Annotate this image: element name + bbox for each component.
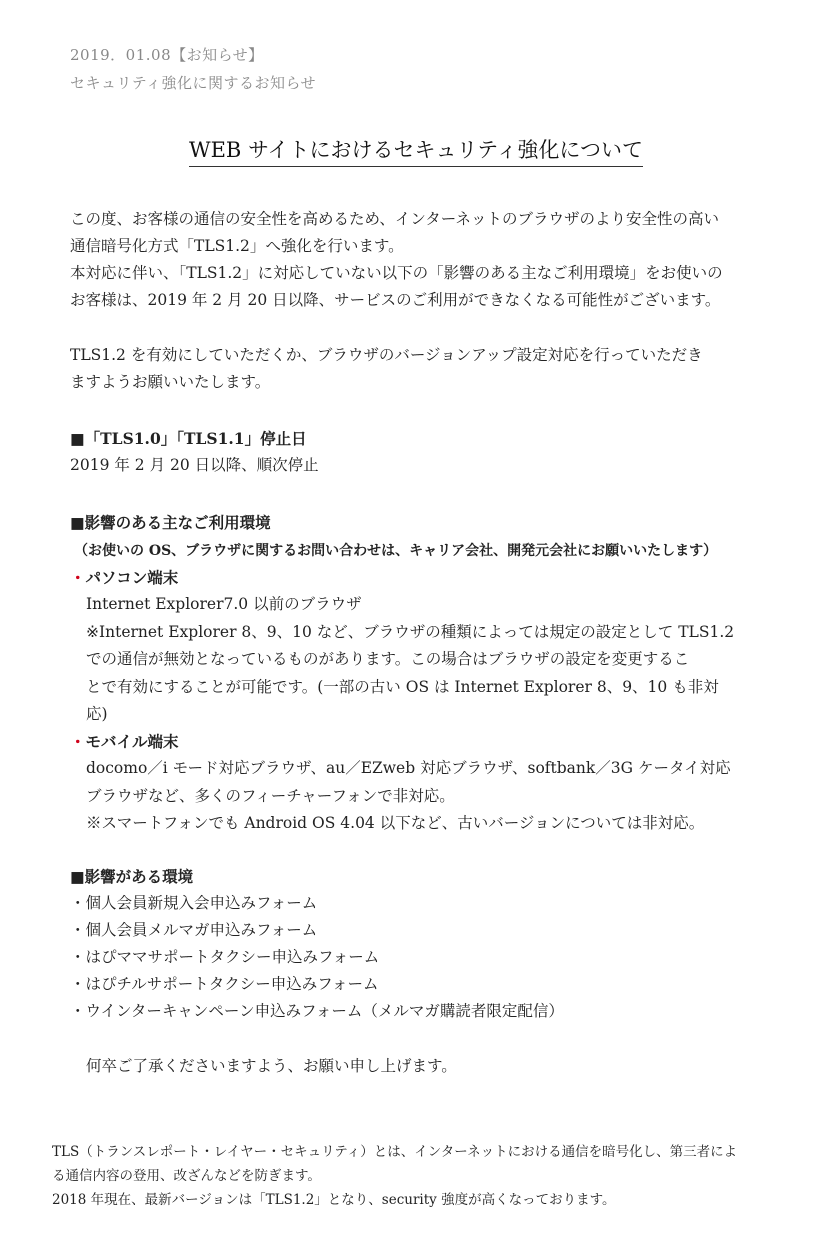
page-title-text: WEB サイトにおけるセキュリティ強化について xyxy=(189,138,643,167)
mobile-details xyxy=(86,755,731,838)
footer-note xyxy=(52,1140,737,1212)
pc-line: とで有効にすることが可能です。(一部の古い OS は Internet Explorer 8、9、10 も非対 xyxy=(86,677,719,696)
intro-paragraph xyxy=(70,206,723,314)
list-item: ・はぴチルサポートタクシー申込みフォーム xyxy=(70,975,379,993)
pc-line: Internet Explorer7.0 以前のブラウザ xyxy=(86,595,362,613)
stop-date-body: 2019 年 2 月 20 日以降、順次停止 xyxy=(70,456,319,474)
mobile-line: ブラウザなど、多くのフィーチャーフォンで非対応。 xyxy=(86,786,455,805)
footer-line: る通信内容の登用、改ざんなどを防ぎます。 xyxy=(52,1168,321,1184)
affected-heading: ■影響がある環境 xyxy=(70,867,194,886)
request-paragraph xyxy=(70,342,703,396)
notice-subtitle: セキュリティ強化に関するお知らせ xyxy=(70,74,317,92)
env-note: （お使いの OS、ブラウザに関するお問い合わせは、キャリア会社、開発元会社にお願いいたします） xyxy=(74,543,718,559)
intro-line: 通信暗号化方式「TLS1.2」へ強化を行います。 xyxy=(70,237,404,255)
pc-details xyxy=(86,591,734,729)
list-item: ・はぴママサポートタクシー申込みフォーム xyxy=(70,948,380,966)
intro-line: お客様は、2019 年 2 月 20 日以降、サービスのご利用ができなくなる可能性がございます。 xyxy=(70,291,721,309)
closing-text: 何卒ご了承くださいますよう、お願い申し上げます。 xyxy=(86,1057,457,1075)
intro-line: 本対応に伴い、「TLS1.2」に対応していない以下の「影響のある主なご利用環境」をお使いの xyxy=(70,264,723,282)
mobile-line: docomo／i モード対応ブラウザ、au／EZweb 対応ブラウザ、softbank／3G ケータイ対応 xyxy=(86,759,731,777)
list-item: ・個人会員新規入会申込みフォーム xyxy=(70,894,318,912)
affected-list xyxy=(70,890,564,1025)
footer-line: 2018 年現在、最新バージョンは「TLS1.2」となり、security 強度が高くなっております。 xyxy=(52,1192,616,1208)
pc-label: パソコン端末 xyxy=(85,568,179,587)
request-line: ますようお願いいたします。 xyxy=(70,373,271,391)
list-item: ・個人会員メルマガ申込みフォーム xyxy=(70,921,318,939)
pc-line: ※Internet Explorer 8、9、10 など、ブラウザの種類によっては規定の設定として TLS1.2 xyxy=(86,622,735,641)
bullet-dot: ・ xyxy=(70,732,86,751)
stop-date-heading: ■「TLS1.0」「TLS1.1」停止日 xyxy=(70,429,307,448)
pc-line: 応) xyxy=(86,705,108,723)
pc-line: での通信が無効となっているものがあります。この場合はブラウザの設定を変更するこ xyxy=(86,650,690,668)
mobile-label: モバイル端末 xyxy=(85,732,179,751)
intro-line: この度、お客様の通信の安全性を高めるため、インターネットのブラウザのより安全性の高い xyxy=(70,210,719,228)
bullet-dot: ・ xyxy=(70,568,86,587)
request-line: TLS1.2 を有効にしていただくか、ブラウザのバージョンアップ設定対応を行っていただき xyxy=(70,346,703,364)
pc-label-row xyxy=(70,564,178,591)
mobile-label-row xyxy=(70,728,179,755)
list-item: ・ウインターキャンペーン申込みフォーム（メルマガ購読者限定配信） xyxy=(70,1002,564,1020)
footer-line: TLS（トランスレポート・レイヤー・セキュリティ）とは、インターネットにおける通信を暗号化し、第三者によ xyxy=(52,1144,738,1160)
env-heading: ■影響のある主なご利用環境 xyxy=(70,513,271,532)
page-title xyxy=(0,134,832,164)
mobile-line: ※スマートフォンでも Android OS 4.04 以下など、古いバージョンについては非対応。 xyxy=(86,814,705,832)
date-line: 2019．01.08【お知らせ】 xyxy=(70,46,264,64)
